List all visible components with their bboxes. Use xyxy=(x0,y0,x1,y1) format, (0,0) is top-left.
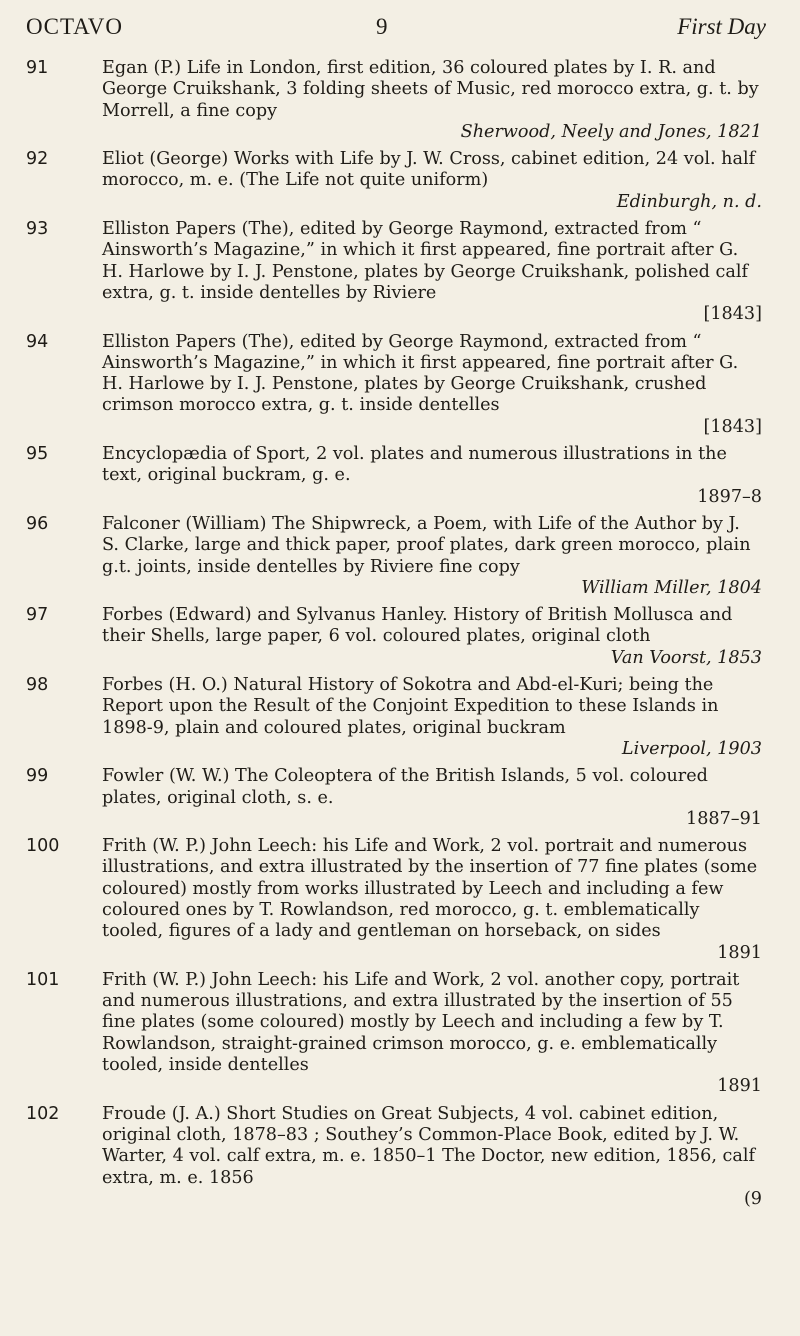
lot-number: 93 xyxy=(26,219,49,240)
lot-imprint: Liverpool, 1903 xyxy=(621,738,762,759)
lot-imprint: [1843] xyxy=(703,416,762,437)
lot-description: Froude (J. A.) Short Studies on Great Subjects, 4 vol. cabinet edition, original cloth, 1878–83 ; Southey’s Common-Place Book, edited by J. W. Warter, 4 vol. calf extra, m. e. 1850–1 The Doctor, new edition, 1856, calf extra, m. e. 1856 xyxy=(102,1103,756,1188)
lot-description: Forbes (Edward) and Sylvanus Hanley. History of British Mollusca and their Shells, large paper, 6 vol. coloured plates, original cloth xyxy=(102,605,733,647)
lot-number: 96 xyxy=(26,513,49,534)
lot-imprint: 1891 xyxy=(717,1076,762,1097)
lot-imprint: 1887–91 xyxy=(686,808,762,829)
lot-description: Forbes (H. O.) Natural History of Sokotra and Abd-el-Kuri; being the Report upon the Result of the Conjoint Expedition to these Islands in 1898-9, plain and coloured plates, original buckram xyxy=(102,675,719,738)
lot-imprint: Van Voorst, 1853 xyxy=(610,647,762,668)
lot-imprint: (9 xyxy=(743,1188,762,1209)
lot-description: Frith (W. P.) John Leech: his Life and Work, 2 vol. another copy, portrait and numerous illustrations, and extra illustrated by the insertion of 55 fine plates (some coloured) mostly by Leech and including a few by T. Rowlandson, straight-grained crimson morocco, g. e. emblematically tooled, inside dentelles xyxy=(102,969,740,1076)
lot-entry-98 xyxy=(26,675,766,760)
lot-entry-91 xyxy=(26,58,766,143)
lot-description: Fowler (W. W.) The Coleoptera of the British Islands, 5 vol. coloured plates, original cloth, s. e. xyxy=(102,766,708,808)
lot-number: 98 xyxy=(26,675,49,696)
lot-entry-96 xyxy=(26,514,766,599)
lot-description: Elliston Papers (The), edited by George Raymond, extracted from “ Ainsworth’s Magazine,” in which it first appeared, fine portrait after G. H. Harlowe by I. J. Penstone, plates by George Cruikshank, polished calf extra, g. t. inside dentelles by Riviere xyxy=(102,219,749,303)
lot-imprint: Edinburgh, n. d. xyxy=(616,191,762,212)
lot-number: 100 xyxy=(26,836,60,857)
lot-entry-101 xyxy=(26,970,766,1098)
lot-number: 101 xyxy=(26,969,60,990)
header-format: OCTAVO xyxy=(26,14,124,39)
lot-imprint: Sherwood, Neely and Jones, 1821 xyxy=(460,121,762,142)
lot-imprint: 1897–8 xyxy=(697,486,762,507)
lot-list xyxy=(26,58,766,1216)
lot-entry-95 xyxy=(26,444,766,508)
lot-number: 94 xyxy=(26,331,49,352)
lot-imprint: William Miller, 1804 xyxy=(581,577,762,598)
lot-entry-97 xyxy=(26,605,766,669)
lot-entry-93 xyxy=(26,219,766,325)
lot-entry-99 xyxy=(26,766,766,830)
lot-description: Egan (P.) Life in London, first edition, 36 coloured plates by I. R. and George Cruikshank, 3 folding sheets of Music, red morocco extra, g. t. by Morrell, a fine copy xyxy=(102,58,759,121)
lot-description: Encyclopædia of Sport, 2 vol. plates and numerous illustrations in the text, original buckram, g. e. xyxy=(102,444,727,486)
lot-entry-94 xyxy=(26,332,766,438)
lot-description: Frith (W. P.) John Leech: his Life and Work, 2 vol. portrait and numerous illustrations, and extra illustrated by the insertion of 77 fine plates (some coloured) mostly from works illustrated by Leech and including a few coloured ones by T. Rowlandson, red morocco, g. t. emblematically tooled, figures of a lady and gentleman on horseback, on sides xyxy=(102,836,758,942)
lot-number: 97 xyxy=(26,605,49,626)
lot-entry-100 xyxy=(26,836,766,964)
lot-number: 91 xyxy=(26,58,49,78)
lot-imprint: 1891 xyxy=(717,942,762,963)
header-day: First Day xyxy=(677,14,766,39)
lot-description: Eliot (George) Works with Life by J. W. Cross, cabinet edition, 24 vol. half morocco, m. e. (The Life not quite uniform) xyxy=(102,149,756,191)
lot-entry-92 xyxy=(26,149,766,213)
lot-description: Elliston Papers (The), edited by George Raymond, extracted from “ Ainsworth’s Magazine,” in which it first appeared, fine portrait after G. H. Harlowe by I. J. Penstone, plates by George Cruikshank, crushed crimson morocco extra, g. t. inside dentelles xyxy=(102,331,739,416)
running-header xyxy=(26,14,766,48)
page-number: 9 xyxy=(376,14,388,39)
lot-entry-102 xyxy=(26,1104,766,1210)
lot-number: 102 xyxy=(26,1103,60,1124)
lot-imprint: [1843] xyxy=(703,304,762,325)
lot-description: Falconer (William) The Shipwreck, a Poem, with Life of the Author by J. S. Clarke, large and thick paper, proof plates, dark green morocco, plain g.t. joints, inside dentelles by Riviere fine copy xyxy=(102,513,751,577)
lot-number: 92 xyxy=(26,149,49,170)
lot-number: 99 xyxy=(26,766,49,787)
lot-number: 95 xyxy=(26,444,49,465)
